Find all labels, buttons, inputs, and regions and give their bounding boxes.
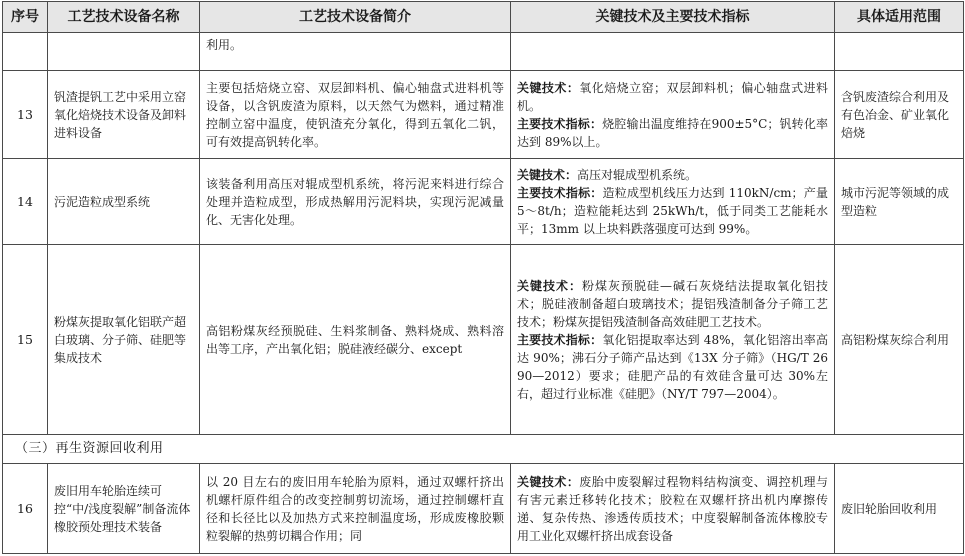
continuation-key	[511, 33, 835, 71]
index-label: 主要技术指标：	[517, 116, 603, 131]
table-row	[3, 159, 964, 245]
row-name: 粉煤灰提取氧化铝联产超白玻璃、分子筛、硅肥等集成技术	[48, 245, 200, 435]
index-label: 主要技术指标：	[517, 185, 603, 200]
header-intro: 工艺技术设备简介	[200, 2, 511, 33]
index-text: 氧化铝提取率达到 48%，氧化铝溶出率高达 90%；沸石分子筛产品达到《13X 分子筛》（HG/T 2690—2012）要求；硅肥产品的有效硅含量可达 30%左右，超过行业标准《硅肥》（NY/T 797—2004）。	[517, 332, 828, 401]
header-key: 关键技术及主要技术指标	[511, 2, 835, 33]
process-equipment-table	[2, 1, 964, 554]
continuation-row	[3, 33, 964, 71]
table-header-row	[3, 2, 964, 33]
key-tech-text: 氧化焙烧立窑；双层卸料机；偏心轴盘式进料机。	[517, 80, 828, 113]
row-key	[511, 464, 835, 554]
continuation-intro: 利用。	[200, 33, 511, 71]
row-intro: 以 20 目左右的废旧用车轮胎为原料，通过双螺杆挤出机螺杆原件组合的改变控制剪切流场，通过控制螺杆直径和长径比以及加热方式来控制温度场，形成废橡胶颗粒裂解的热剪切耦合作用；同	[200, 464, 511, 554]
row-number: 16	[3, 464, 48, 554]
document-table-page	[2, 1, 963, 554]
row-scope: 高铝粉煤灰综合利用	[835, 245, 964, 435]
row-name: 污泥造粒成型系统	[48, 159, 200, 245]
key-tech-label: 关键技术：	[517, 474, 580, 489]
table-row	[3, 245, 964, 435]
key-tech-label: 关键技术：	[517, 167, 578, 182]
row-intro: 高铝粉煤灰经预脱硅、生料浆制备、熟料烧成、熟料溶出等工序，产出氧化铝；脱硅液经碳分、except	[200, 245, 511, 435]
row-intro: 该装备利用高压对辊成型机系统，将污泥来料进行综合处理并造粒成型，形成热解用污泥料块，实现污泥减量化、无害化处理。	[200, 159, 511, 245]
row-key	[511, 159, 835, 245]
header-scope: 具体适用范围	[835, 2, 964, 33]
row-name: 废旧用车轮胎连续可控“中/浅度裂解”制备流体橡胶预处理技术装备	[48, 464, 200, 554]
table-row	[3, 71, 964, 159]
index-text: 烧腔输出温度维持在900±5°C；钒转化率达到 89%以上。	[517, 116, 828, 149]
continuation-name	[48, 33, 200, 71]
row-name: 钒渣提钒工艺中采用立窑氧化焙烧技术设备及卸料进料设备	[48, 71, 200, 159]
row-key	[511, 71, 835, 159]
key-tech-text: 高压对辊成型机系统。	[577, 167, 698, 182]
key-tech-text: 粉煤灰预脱硅—碱石灰烧结法提取氧化铝技术；脱硅液制备超白玻璃技术；提铝残渣制备分子筛工艺技术；粉煤灰提铝残渣制备高效硅肥工艺技术。	[517, 278, 828, 329]
header-name: 工艺技术设备名称	[48, 2, 200, 33]
key-tech-label: 关键技术：	[517, 80, 580, 95]
row-scope: 含钒废渣综合利用及有色冶金、矿业氧化焙烧	[835, 71, 964, 159]
index-label: 主要技术指标：	[517, 332, 603, 347]
key-tech-text: 废胎中废裂解过程物料结构演变、调控机理与有害元素迁移转化技术；胶粒在双螺杆挤出机内摩擦传递、复杂传热、渗透传质技术；中度裂解制备流体橡胶专用工业化双螺杆挤出成套设备	[517, 474, 828, 543]
continuation-scope	[835, 33, 964, 71]
key-tech-label: 关键技术：	[517, 278, 582, 293]
header-seq: 序号	[3, 2, 48, 33]
index-text: 造粒成型机线压力达到 110kN/cm；产量 5～8t/h；造粒能耗达到 25kWh/t，低于同类工艺能耗水平；13mm 以上块料跌落强度可达到 99%。	[517, 185, 828, 236]
section-row	[3, 435, 964, 464]
table-row	[3, 464, 964, 554]
continuation-num	[3, 33, 48, 71]
row-scope: 城市污泥等领域的成型造粒	[835, 159, 964, 245]
row-number: 14	[3, 159, 48, 245]
row-intro: 主要包括焙烧立窑、双层卸料机、偏心轴盘式进料机等设备，以含钒废渣为原料，以天然气为燃料，通过精准控制立窑中温度，使钒渣充分氧化，得到五氧化二钒，可有效提高钒转化率。	[200, 71, 511, 159]
row-number: 13	[3, 71, 48, 159]
row-scope: 废旧轮胎回收利用	[835, 464, 964, 554]
section-title: （三）再生资源回收利用	[3, 435, 964, 464]
row-number: 15	[3, 245, 48, 435]
row-key	[511, 245, 835, 435]
